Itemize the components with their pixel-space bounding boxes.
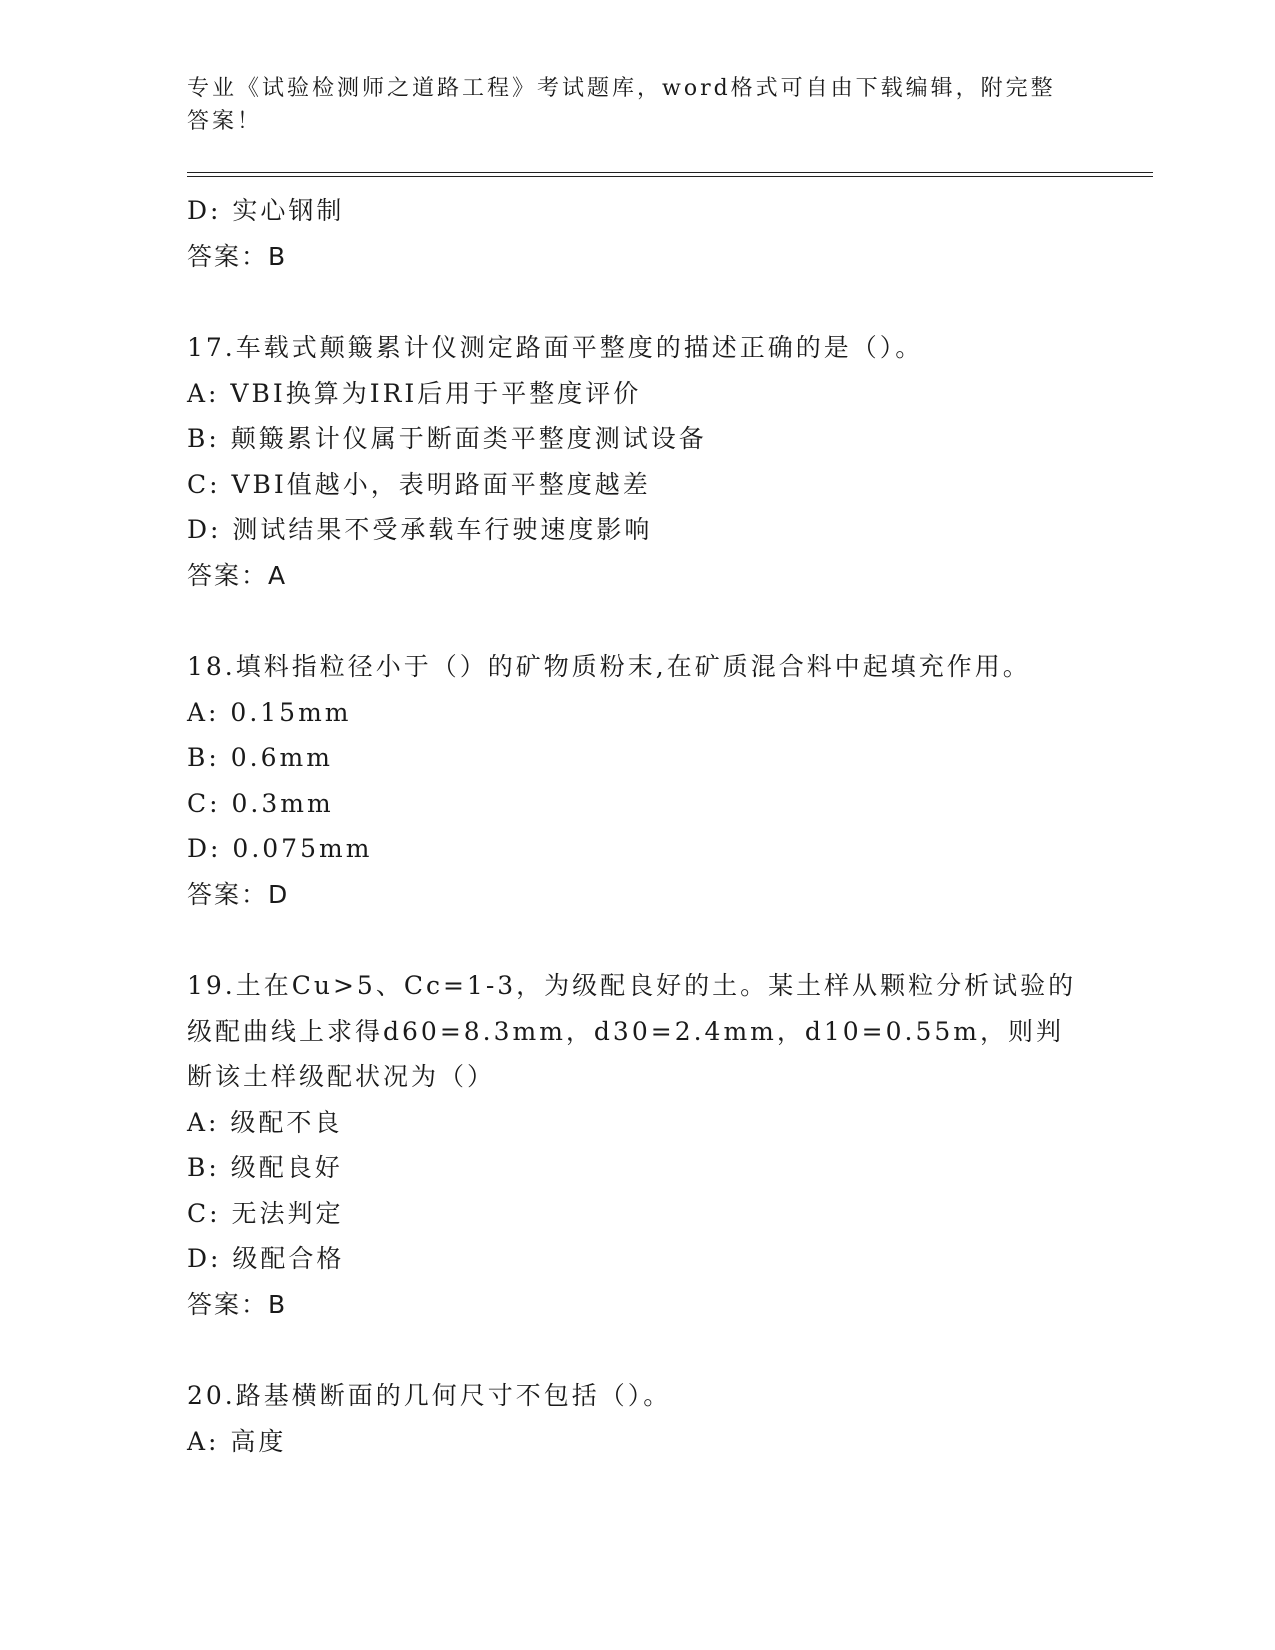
header-divider-top xyxy=(187,172,1153,173)
question-list xyxy=(187,188,1087,1464)
question-stem: 19.土在Cu>5、Cc=1-3，为级配良好的土。某土样从颗粒分析试验的级配曲线上求得d60=8.3mm，d30=2.4mm，d10=0.55m，则判断该土样级配状况为（） xyxy=(187,971,1077,1091)
question-18 xyxy=(187,644,1087,917)
question-19 xyxy=(187,963,1087,1327)
option-a: A: 级配不良 xyxy=(187,1107,343,1137)
prev-option-d: D: 实心钢制 xyxy=(187,196,345,225)
question-stem: 20.路基横断面的几何尺寸不包括（）。 xyxy=(187,1381,672,1410)
question-20 xyxy=(187,1373,1087,1464)
option-b: B: 0.6mm xyxy=(187,743,333,772)
question-17 xyxy=(187,325,1087,598)
question-stem: 18.填料指粒径小于（）的矿物质粉末,在矿质混合料中起填充作用。 xyxy=(187,652,1031,681)
option-a: A: VBI换算为IRI后用于平整度评价 xyxy=(187,378,642,408)
option-b: B: 级配良好 xyxy=(187,1153,343,1182)
option-d: D: 0.075mm xyxy=(187,834,373,863)
document-header: 专业《试验检测师之道路工程》考试题库，word格式可自由下载编辑，附完整答案！ xyxy=(187,76,1056,134)
option-b: B: 颠簸累计仪属于断面类平整度测试设备 xyxy=(187,424,707,453)
answer: 答案：D xyxy=(187,879,290,909)
option-a: A: 0.15mm xyxy=(187,697,352,727)
answer: 答案：B xyxy=(187,1289,288,1319)
option-a: A: 高度 xyxy=(187,1426,287,1456)
option-c: C: 无法判定 xyxy=(187,1198,344,1228)
option-c: C: 0.3mm xyxy=(187,788,334,818)
option-d: D: 级配合格 xyxy=(187,1244,345,1273)
prev-answer: 答案：B xyxy=(187,241,288,271)
answer: 答案：A xyxy=(187,560,288,590)
question-stem: 17.车载式颠簸累计仪测定路面平整度的描述正确的是（）。 xyxy=(187,333,924,362)
option-d: D: 测试结果不受承载车行驶速度影响 xyxy=(187,515,653,544)
option-c: C: VBI值越小，表明路面平整度越差 xyxy=(187,469,651,499)
header-divider-bottom xyxy=(187,176,1153,177)
